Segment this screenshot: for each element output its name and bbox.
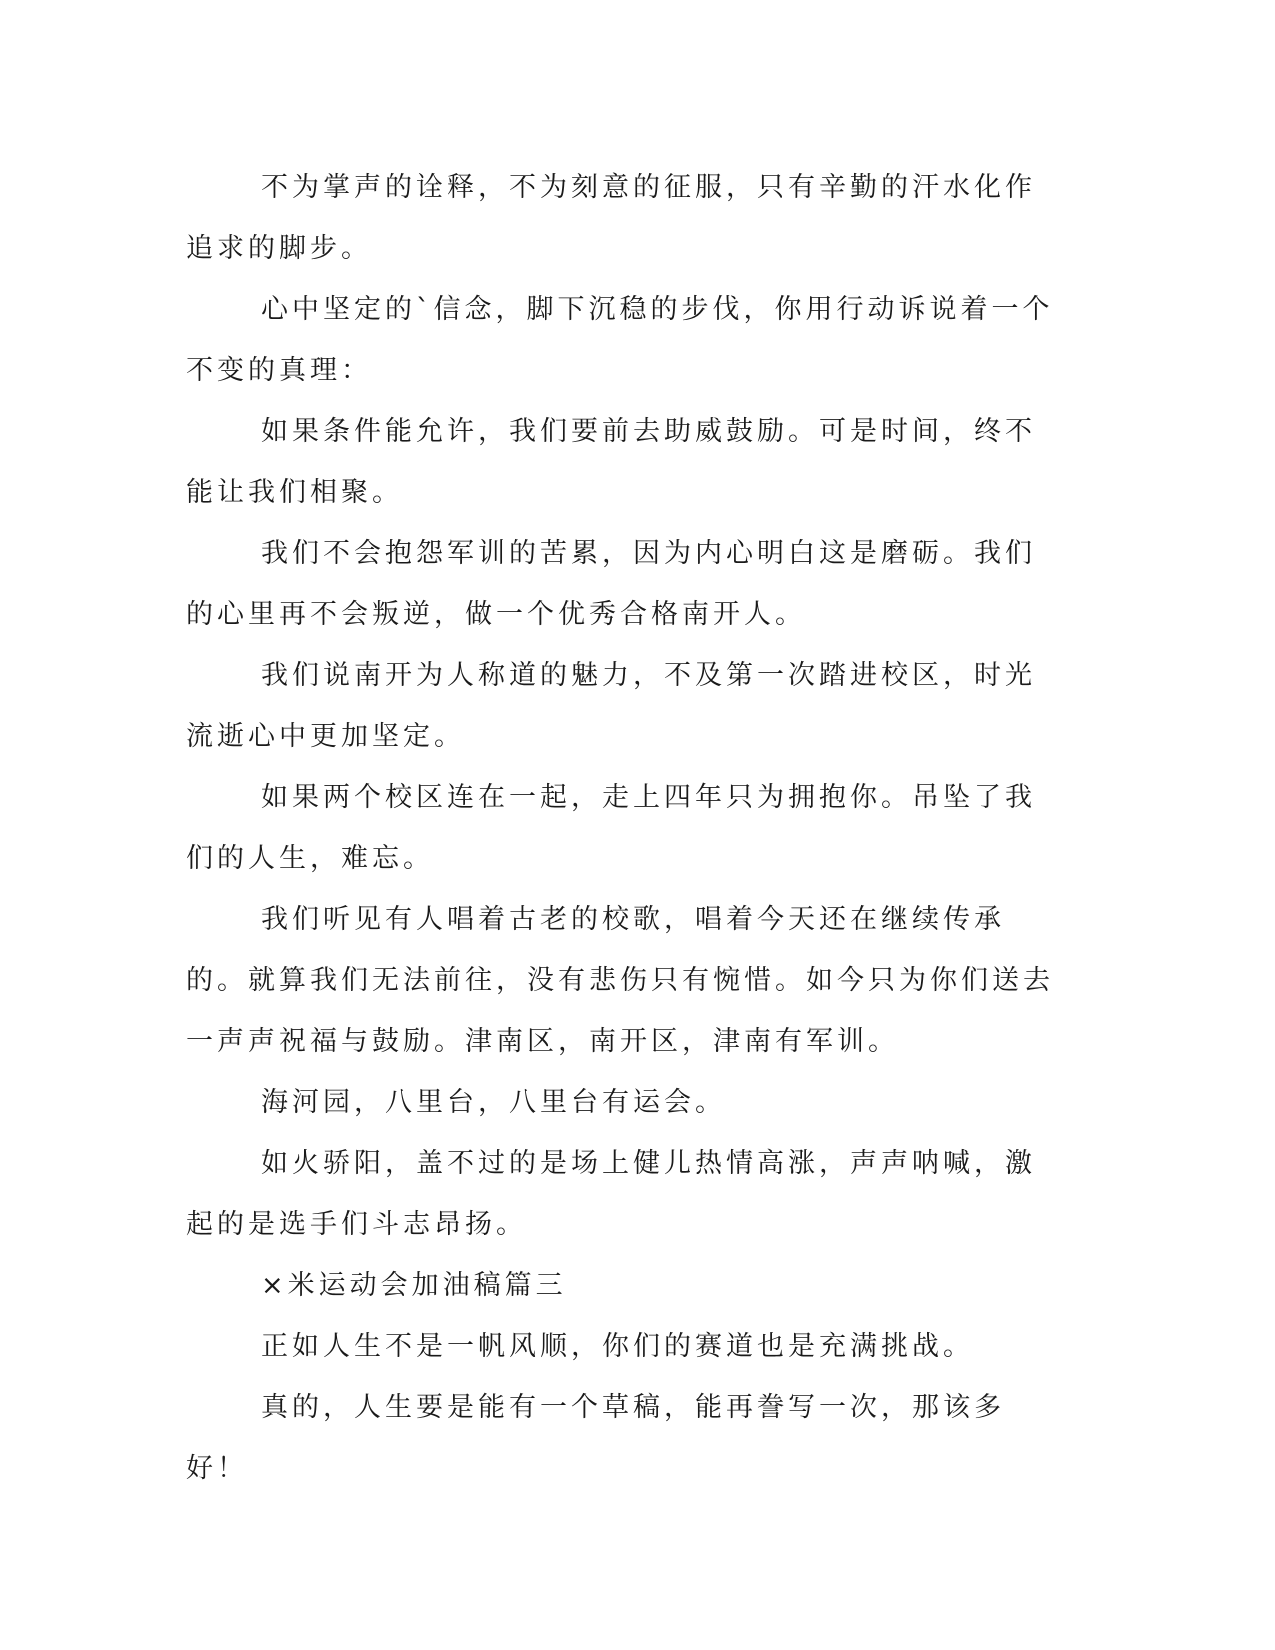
paragraph: 不为掌声的诠释，不为刻意的征服，只有辛勤的汗水化作追求的脚步。	[186, 172, 1036, 264]
paragraph: 如果两个校区连在一起，走上四年只为拥抱你。吊坠了我们的人生，难忘。	[186, 782, 1036, 874]
paragraph: 我们听见有人唱着古老的校歌，唱着今天还在继续传承的。就算我们无法前往，没有悲伤只有惋惜。如今只为你们送去一声声祝福与鼓励。津南区，南开区，津南有军训。	[186, 904, 1054, 1057]
paragraph: 海河园，八里台，八里台有运会。	[261, 1087, 726, 1118]
paragraph: 真的，人生要是能有一个草稿，能再誊写一次，那该多好！	[186, 1392, 1005, 1484]
paragraph: 正如人生不是一帆风顺，你们的赛道也是充满挑战。	[261, 1331, 974, 1362]
section-heading: ×米运动会加油稿篇三	[261, 1270, 567, 1301]
paragraph: 我们说南开为人称道的魅力，不及第一次踏进校区，时光流逝心中更加坚定。	[186, 660, 1036, 752]
paragraph: 如果条件能允许，我们要前去助威鼓励。可是时间，终不能让我们相聚。	[186, 416, 1036, 508]
document-body	[186, 157, 1066, 1499]
paragraph: 我们不会抱怨军训的苦累，因为内心明白这是磨砺。我们的心里再不会叛逆，做一个优秀合格南开人。	[186, 538, 1036, 630]
paragraph: 心中坚定的`信念，脚下沉稳的步伐，你用行动诉说着一个不变的真理：	[186, 294, 1054, 386]
paragraph: 如火骄阳，盖不过的是场上健儿热情高涨，声声呐喊，激起的是选手们斗志昂扬。	[186, 1148, 1036, 1240]
